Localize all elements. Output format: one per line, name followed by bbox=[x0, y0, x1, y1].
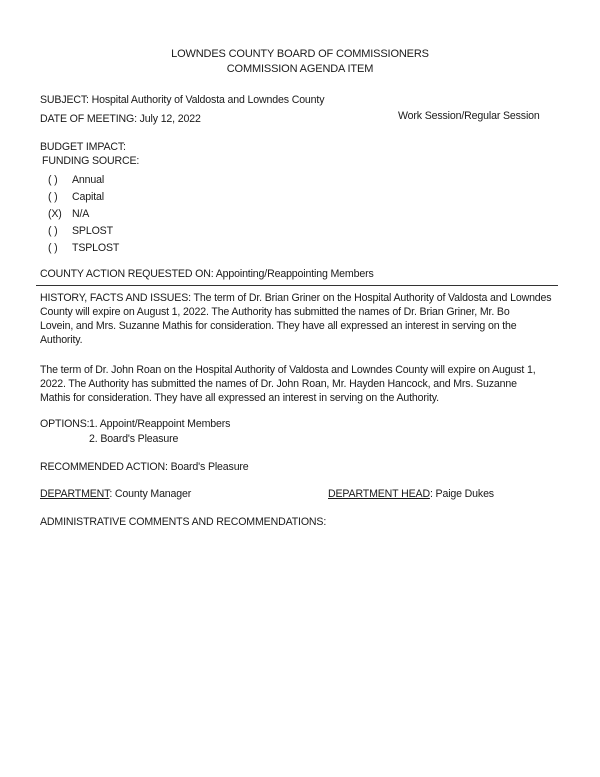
header-title: LOWNDES COUNTY BOARD OF COMMISSIONERS bbox=[171, 48, 429, 60]
option-item: 2. Board's Pleasure bbox=[89, 433, 179, 445]
subject: SUBJECT: Hospital Authority of Valdosta and Lowndes County bbox=[40, 94, 325, 106]
admin-comments: ADMINISTRATIVE COMMENTS AND RECOMMENDATIONS: bbox=[40, 516, 327, 528]
header-subtitle: COMMISSION AGENDA ITEM bbox=[226, 63, 374, 75]
option-item: 1. Appoint/Reappoint Members bbox=[89, 418, 231, 430]
funding-source: FUNDING SOURCE: bbox=[42, 155, 140, 167]
history-line: County will expire on August 1, 2022. The Authority has submitted the names of Dr. Brian Griner, Mr. Bo bbox=[40, 306, 510, 318]
paragraph-line: The term of Dr. John Roan on the Hospital Authority of Valdosta and Lowndes County will expire on August 1, bbox=[40, 364, 536, 376]
budget-impact: BUDGET IMPACT: bbox=[40, 141, 126, 153]
session-type: Work Session/Regular Session bbox=[398, 110, 540, 122]
date-of-meeting: DATE OF MEETING: July 12, 2022 bbox=[40, 113, 201, 125]
recommended-action: RECOMMENDED ACTION: Board's Pleasure bbox=[40, 461, 249, 473]
paragraph-line: Mathis for consideration. They have all expressed an interest in serving on the Authority. bbox=[40, 392, 439, 404]
paragraph-line: 2022. The Authority has submitted the names of Dr. John Roan, Mr. Hayden Hancock, and Mrs. Suzanne bbox=[40, 378, 517, 390]
funding-option: (X) N/A bbox=[48, 208, 90, 220]
history-line: HISTORY, FACTS AND ISSUES: The term of Dr. Brian Griner on the Hospital Authority of Valdosta and Lowndes bbox=[40, 292, 552, 304]
funding-option: ( ) SPLOST bbox=[48, 225, 113, 237]
funding-option: ( ) TSPLOST bbox=[48, 242, 120, 254]
funding-option: ( ) Annual bbox=[48, 174, 105, 186]
divider bbox=[36, 285, 558, 286]
department: DEPARTMENT: County Manager bbox=[40, 488, 192, 500]
funding-option: ( ) Capital bbox=[48, 191, 104, 203]
history-line: Authority. bbox=[40, 334, 83, 346]
department-head: DEPARTMENT HEAD: Paige Dukes bbox=[328, 488, 494, 500]
county-action: COUNTY ACTION REQUESTED ON: Appointing/Reappointing Members bbox=[40, 268, 374, 280]
options-label: OPTIONS: bbox=[40, 418, 90, 430]
history-line: Lovein, and Mrs. Suzanne Mathis for consideration. They have all expressed an interest in serving on the bbox=[40, 320, 517, 332]
